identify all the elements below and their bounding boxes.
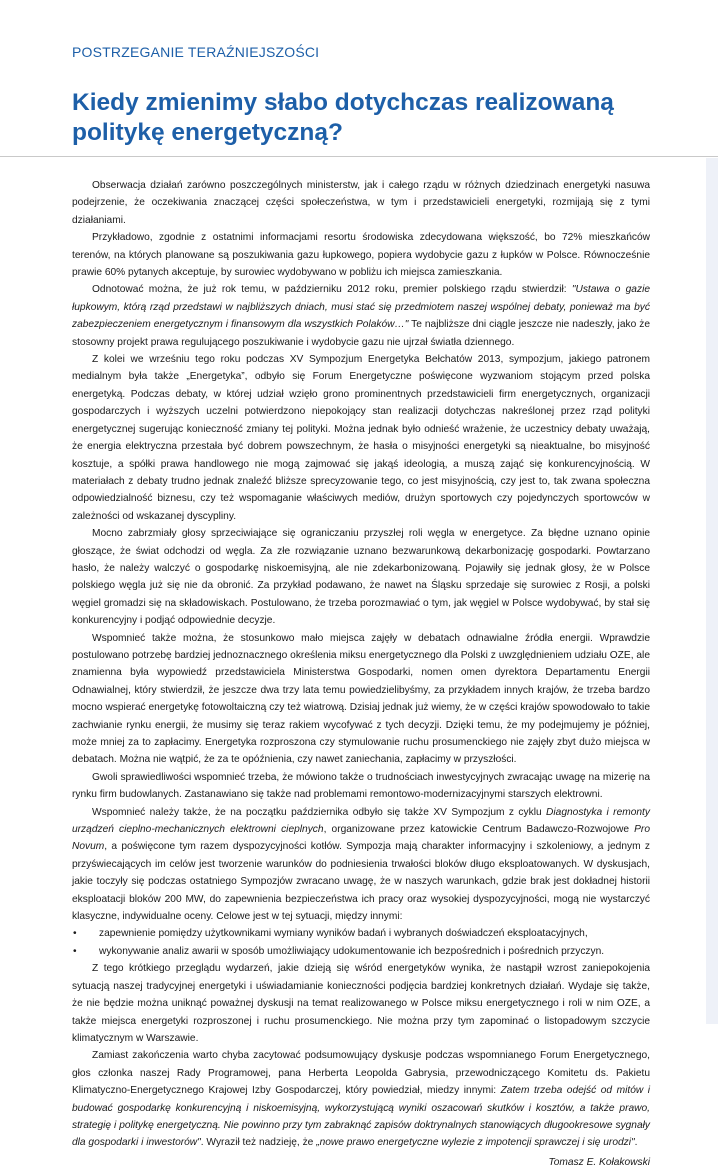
author-signature: Tomasz E. Kołakowski [548,1156,650,1168]
header-divider [0,156,718,157]
paragraph-8-text-mid: , organizowane przez katowickie Centrum Badawczo-Rozwojowe [323,824,635,836]
paragraph-4: Z kolei we wrześniu tego roku podczas XV Sympozjum Energetyka Bełchatów 2013, sympozjum, jakiego patronem medialnym była także „Energetyka”, odbyło się Forum Energetyczne poświęcone wyzwaniom stojącym przed polska energetyką. Podczas debaty, w której udział wzięło grono prominentnych przedstawicieli firm energetycznych, organizacji gospodarczych i wyższych uczelni potwierdzono niepokojący stan realizacji dotychczas nakreślonej przez rząd polityki energetycznej sugerując konieczność zmiany tej polityki. Można jednak było odnieść wrażenie, że uczestnicy debaty uważają, że energia elektryczna przestała być dobrem powszechnym, że hasła o misyjności energetyki są nieaktualne, bo misyjność kosztuje, a spółki prawa handlowego nie mogą zajmować się jakąś ideologią, a muszą zająć się konkurencyjnością. W materiałach z debaty trudno jednak znaleźć bliższe sprecyzowanie tego, co jest misyjnością, czy jest to, tak zwana społeczna odpowiedzialność biznesu, czy też wspomaganie właściwych mediów, drużyn sportowych czy pojedynczych sportowców w zależności od wskazanej dyscypliny. [72,354,650,522]
premier-quote: "Ustawa o gazie łupkowym, którą rząd przedstawi w najbliższych dniach, musi stać się przedmiotem naszej wspólnej debaty, ponieważ ma być zabezpieczeniem energetycznym i finansowym dla wszystkich Polaków…" [72,284,650,331]
paragraph-9: Z tego krótkiego przeglądu wydarzeń, jakie dzieją się wśród energetyków wynika, że nastąpił wzrost zaniepokojenia sytuacją naszej tradycyjnej energetyki i uświadamianie konieczności podjęcia bardziej konkretnych działań. Wydaje się także, że nie będzie można uniknąć poważnej dyskusji na temat realizowanego w Polsce miksu energetycznego i roli w nim OZE, a także miejsca energetyki rozproszonej i ruchu prosumenckiego. Nie można przy tym zapominać o listopadowym szczycie klimatycznym w Warszawie. [72,963,650,1044]
paragraph-8-text: Wspomnieć należy także, że na początku października odbyło się także XV Sympozjum z cyklu [92,806,547,818]
symposium-name: Diagnostyka i remonty urządzeń cieplno-mechanicznych elektrowni cieplnych [72,806,650,836]
paragraph-1: Obserwacja działań zarówno poszczególnych ministerstw, jak i całego rządu w różnych dziedzinach energetyki nasuwa podejrzenie, że oczekiwania znaczącej części społeczeństwa, w tym i przedstawicieli energetyki, rozmijają się z tymi działaniami. [72,180,650,226]
paragraph-10-text-end: . [634,1137,638,1149]
paragraph-10 [72,1047,650,1151]
paragraph-10-text-mid: . Wyraził też nadzieję, że [200,1137,317,1149]
gabrys-quote: Zatem trzeba odejść od mitów i budować gospodarkę konkurencyjną i niskoemisyjną, wykorzystującą wyniki oszacowań skutków i kosztów, a także prawo, strategię i politykę energetyczną. Nie powinno przy tym zabraknąć zapisów doktrynalnych stanowiących długookresowe sygnały dla gospodarki i inwestorów" [72,1085,651,1149]
organizer-name: Pro Novum [72,824,650,853]
page-edge-tab [706,158,718,1024]
section-label: POSTRZEGANIE TERAŹNIEJSZOŚCI [72,44,320,60]
paragraph-3-text-end: Te najbliższe dni ciągle jeszcze nie nadeszły, jako że stosowny projekt prawa regulującego poszukiwanie i wydobycie gazu nie ujrzał światła dziennego. [72,319,650,348]
paragraph-8 [72,804,650,926]
list-item: • wykonywanie analiz awarii w sposób umożliwiający udokumentowanie ich bezpośrednich i pośrednich przyczyn. [72,943,650,960]
paragraph-2: Przykładowo, zgodnie z ostatnimi informacjami resortu środowiska zdecydowana większość, bo 72% mieszkańców terenów, na których planowane są poszukiwania gazu łupkowego, popiera wydobycie gazu z łupków w Polsce. Równocześnie prawie 60% pytanych akceptuje, by surowiec wydobywano w pobliżu ich miejsca zamieszkania. [72,232,650,279]
paragraph-6: Wspomnieć także można, że stosunkowo mało miejsca zajęły w debatach odnawialne źródła energii. Wprawdzie postulowano potrzebę bardziej jednoznacznego określenia miksu energetycznego dla Polski z uwzględnieniem udziału OZE, ale znamienna była wypowiedź przedstawiciela Ministerstwa Gospodarki, nomen omen dyrektora Departamentu Energii Odnawialnej, który stwierdził, że jeszcze dwa trzy lata temu powiedzielibyśmy, za przykładem innych krajów, że trzeba bardzo mocno wspierać energetykę fotowoltaiczną czy też wiatrową. Dzisiaj jednak już wiemy, że w części krajów spowodowało to takie zachwianie rynku energii, że musimy się teraz rakiem wycofywać z tych decyzji. Dzięki temu, że my podejmujemy je później, może mniej za to zapłacimy. Energetyka rozproszona czy stymulowanie ruchu prosumenckiego nie zajęły zbyt dużo miejsca w debatach. Można nie wątpić, że za te opóźnienia, czy nawet zaniechania, zapłacimy w przyszłości. [72,632,650,766]
paragraph-3-text: Odnotować można, że już rok temu, w październiku 2012 roku, premier polskiego rządu stwierdził: [92,284,572,296]
paragraph-3 [72,281,650,351]
bullet-list [72,925,650,960]
energy-law-quote: „nowe prawo energetyczne wylezie z impotencji sprawczej i się urodzi" [316,1137,635,1149]
article-body [72,177,650,1171]
list-item: • zapewnienie pomiędzy użytkownikami wymiany wyników badań i wybranych doświadczeń eksploatacyjnych, [72,925,650,942]
paragraph-8-text-end: , a poświęcone tym razem dyspozycyjności kotłów. Sympozja mają charakter informacyjny i szkoleniowy, a jednym z przyświecających im celów jest tworzenie warunków do podniesienia trwałości bloków długo eksploatowanych. W dyskusjach, jakie toczyły się podczas ostatniego Sympozjów zwracano uwagę, że w naszych warunkach, gdzie brak jest dokładnej historii eksploatacji bloków 200 MW, do zapewnienia bezpieczeństwa ich pracy oraz wysokiej dyspozycyjności, mogą nie wystarczyć klasyczne, indywidualne oceny. Celowe jest w tej sytuacji, między innymi: [72,841,650,923]
paragraph-10-text: Zamiast zakończenia warto chyba zacytować podsumowujący dyskusje podczas wspomnianego Forum Energetycznego, głos członka naszej Rady Programowej, pana Herberta Leopolda Gabrysia, przewodniczącego Komitetu ds. Pakietu Klimatyczno-Energetycznego Krajowej Izby Gospodarczej, który powiedział, miedzy innymi: [72,1050,650,1097]
article-title: Kiedy zmienimy słabo dotychczas realizowaną politykę energetyczną? [72,89,614,146]
paragraph-5: Mocno zabrzmiały głosy sprzeciwiające się ograniczaniu przyszłej roli węgla w energetyce. Za błędne uznano opinie głoszące, że świat odchodzi od węgla. Za złe rozwiązanie uznano bezwarunkową dekarbonizację gospodarki. Powtarzano hasło, że należy walczyć o gospodarkę niskoemisyjną, ale nie zdekarbonizowaną. Pojawiły się jednak głosy, że w Polsce polskiego węgla już się nie da obronić. Za przykład podawano, że nawet na Śląsku sprzedaje się surowiec z Rosji, a polski węgiel gromadzi się na składowiskach. Postulowano, że trzeba porozmawiać o tym, jak węgiel w Polsce wydobywać, by stał się konkurencyjny i podjąć odpowiednie decyzje. [72,528,650,627]
paragraph-7: Gwoli sprawiedliwości wspomnieć trzeba, że mówiono także o trudnościach inwestycyjnych zwracając uwagę na mizerię na rynku firm budowlanych. Zastanawiano się także nad problemami remontowo-modernizacyjnymi starszych elektrowni. [72,771,650,801]
